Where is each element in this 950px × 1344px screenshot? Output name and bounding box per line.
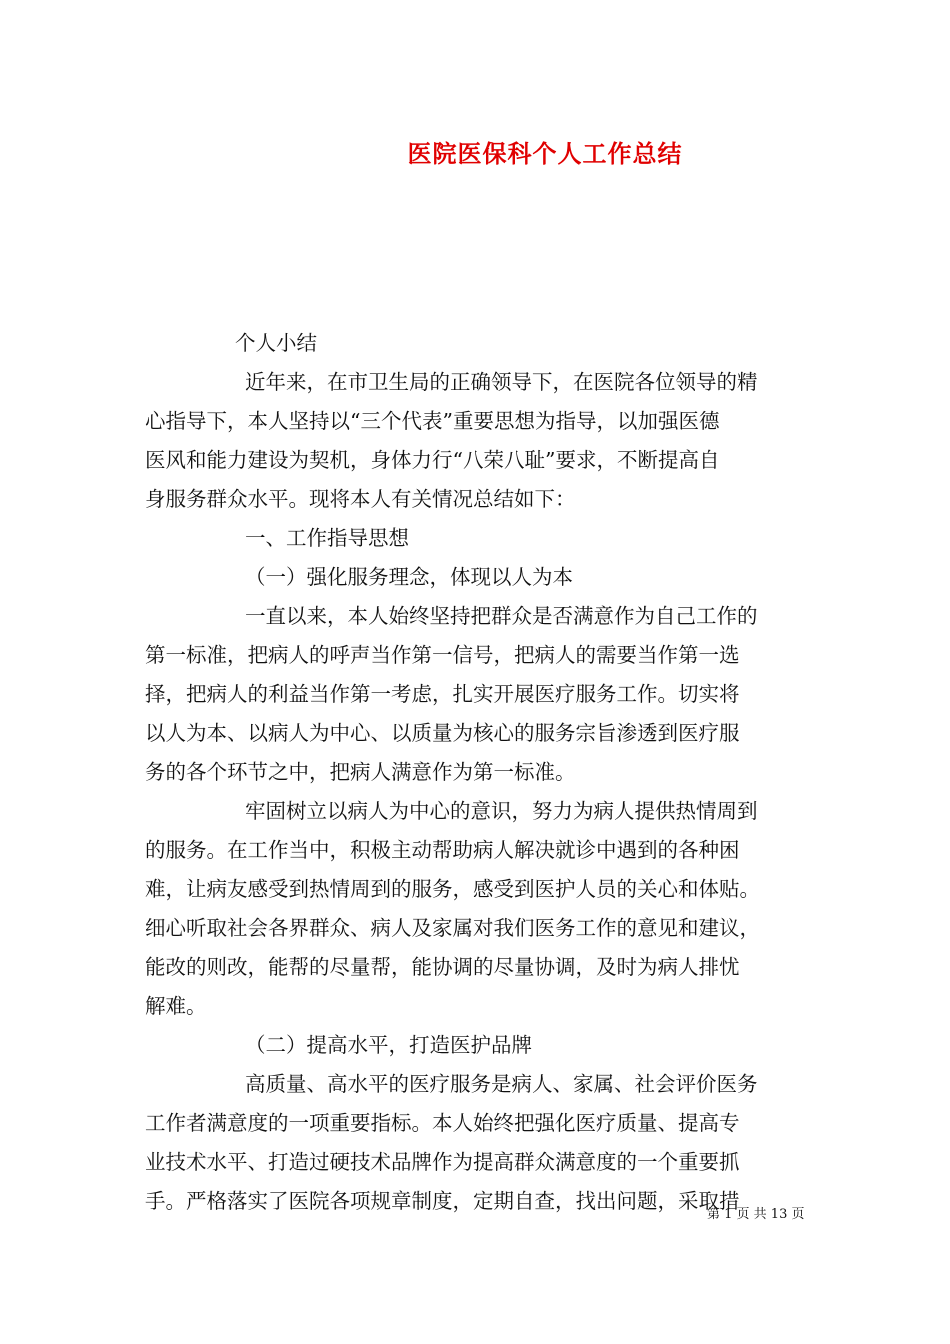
paragraph-line: 心指导下，本人坚持以“三个代表”重要思想为指导，以加强医德 [145, 409, 720, 433]
document-title: 医院医保科个人工作总结 [407, 139, 683, 168]
paragraph-line: 近年来，在市卫生局的正确领导下，在医院各位领导的精 [245, 370, 758, 394]
paragraph-line: 的服务。在工作当中，积极主动帮助病人解决就诊中遇到的各种困 [145, 838, 740, 862]
paragraph-line: 医风和能力建设为契机，身体力行“八荣八耻”要求，不断提高自 [145, 448, 720, 472]
paragraph-line: 一、工作指导思想 [245, 526, 409, 550]
paragraph-line: 牢固树立以病人为中心的意识，努力为病人提供热情周到 [245, 799, 758, 823]
paragraph-line: 解难。 [145, 994, 207, 1018]
paragraph-line: 高质量、高水平的医疗服务是病人、家属、社会评价医务 [245, 1072, 758, 1096]
paragraph-line: 一直以来，本人始终坚持把群众是否满意作为自己工作的 [245, 604, 758, 628]
paragraph-line: 身服务群众水平。现将本人有关情况总结如下： [145, 487, 576, 511]
paragraph-line: 业技术水平、打造过硬技术品牌作为提高群众满意度的一个重要抓 [145, 1150, 740, 1174]
paragraph-line: （一）强化服务理念，体现以人为本 [245, 565, 573, 589]
page-footer: 第 1 页 共 13 页 [707, 1207, 805, 1222]
paragraph-line: 能改的则改，能帮的尽量帮，能协调的尽量协调，及时为病人排忧 [145, 955, 740, 979]
paragraph-line: 难，让病友感受到热情周到的服务，感受到医护人员的关心和体贴。 [145, 877, 760, 901]
paragraph-line: 务的各个环节之中，把病人满意作为第一标准。 [145, 760, 576, 784]
paragraph-line: 细心听取社会各界群众、病人及家属对我们医务工作的意见和建议， [145, 916, 760, 940]
paragraph-line: （二）提高水平，打造医护品牌 [245, 1033, 532, 1057]
paragraph-line: 以人为本、以病人为中心、以质量为核心的服务宗旨渗透到医疗服 [145, 721, 740, 745]
paragraph-line: 个人小结 [235, 331, 317, 355]
paragraph-line: 工作者满意度的一项重要指标。本人始终把强化医疗质量、提高专 [145, 1111, 740, 1135]
paragraph-line: 第一标准，把病人的呼声当作第一信号，把病人的需要当作第一选 [145, 643, 740, 667]
paragraph-line: 择，把病人的利益当作第一考虑，扎实开展医疗服务工作。切实将 [145, 682, 740, 706]
paragraph-line: 手。严格落实了医院各项规章制度，定期自查，找出问题，采取措 [145, 1189, 740, 1213]
document-body [145, 324, 807, 1221]
